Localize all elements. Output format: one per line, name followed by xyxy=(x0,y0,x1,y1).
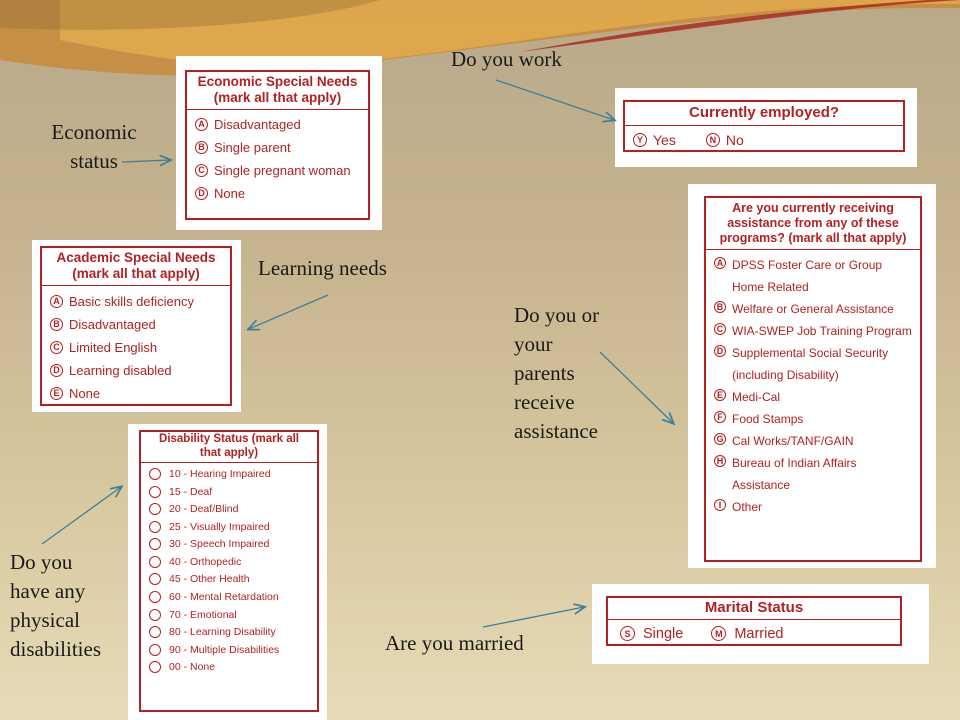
option-label: 80 - Learning Disability xyxy=(169,626,276,639)
option-bubble-icon[interactable]: E xyxy=(50,387,63,400)
disability-option[interactable] xyxy=(149,500,317,518)
radio-circle-icon[interactable] xyxy=(149,486,161,498)
option-label: Bureau of Indian Affairs Assistance xyxy=(732,456,857,493)
option-d[interactable] xyxy=(195,182,368,205)
option-c[interactable] xyxy=(714,320,920,342)
disability-option[interactable] xyxy=(149,483,317,501)
option-label: None xyxy=(69,385,101,401)
option-label: Single parent xyxy=(214,139,291,155)
disability-option[interactable] xyxy=(149,588,317,606)
option-label: 25 - Visually Impaired xyxy=(169,520,270,533)
arrow-learning xyxy=(249,295,328,329)
radio-circle-icon[interactable] xyxy=(149,503,161,515)
option-b[interactable] xyxy=(50,313,230,336)
radio-circle-icon[interactable] xyxy=(149,661,161,673)
option-label: 40 - Orthopedic xyxy=(169,555,242,568)
option-m[interactable] xyxy=(711,624,783,644)
option-label: DPSS Foster Care or Group Home Related xyxy=(732,258,883,295)
option-bubble-icon[interactable]: A xyxy=(714,257,726,269)
form-title: Are you currently receiving assistance from any of these programs? (mark all that apply) xyxy=(706,198,920,250)
option-bubble-icon[interactable]: D xyxy=(195,187,208,200)
option-g[interactable] xyxy=(714,430,920,452)
disability-option[interactable] xyxy=(149,518,317,536)
option-n[interactable] xyxy=(706,130,744,150)
option-c[interactable] xyxy=(195,159,368,182)
option-e[interactable] xyxy=(50,382,230,405)
assistance-card xyxy=(688,184,936,568)
radio-circle-icon[interactable] xyxy=(149,556,161,568)
option-b[interactable] xyxy=(195,136,368,159)
option-bubble-icon[interactable]: S xyxy=(620,626,635,641)
form-title: Marital Status xyxy=(608,598,900,620)
option-label: Welfare or General Assistance xyxy=(732,302,894,317)
arrow-married xyxy=(483,607,584,627)
option-label: Food Stamps xyxy=(732,412,804,427)
option-s[interactable] xyxy=(620,624,683,644)
disability-option[interactable] xyxy=(149,659,317,677)
form-title: Economic Special Needs (mark all that apply) xyxy=(187,72,368,110)
option-label: 20 - Deaf/Blind xyxy=(169,503,239,516)
economic-needs-card xyxy=(176,56,382,230)
option-bubble-icon[interactable]: N xyxy=(706,133,720,147)
disability-option[interactable] xyxy=(149,606,317,624)
option-bubble-icon[interactable]: B xyxy=(714,301,726,313)
option-label: 60 - Mental Retardation xyxy=(169,591,279,604)
disability-option[interactable] xyxy=(149,571,317,589)
option-e[interactable] xyxy=(714,386,920,408)
disability-option[interactable] xyxy=(149,641,317,659)
form-title: Currently employed? xyxy=(625,102,903,126)
option-h[interactable] xyxy=(714,452,920,496)
option-d[interactable] xyxy=(50,359,230,382)
option-label: Single xyxy=(643,625,684,642)
option-b[interactable] xyxy=(714,298,920,320)
disability-option[interactable] xyxy=(149,536,317,554)
label-are-you-married: Are you married xyxy=(385,631,524,655)
radio-circle-icon[interactable] xyxy=(149,626,161,638)
marital-form xyxy=(606,596,902,646)
option-bubble-icon[interactable]: Y xyxy=(633,133,647,147)
option-bubble-icon[interactable]: C xyxy=(50,341,63,354)
option-bubble-icon[interactable]: C xyxy=(714,323,726,335)
option-bubble-icon[interactable]: D xyxy=(714,345,726,357)
arrow-disability xyxy=(42,487,121,544)
label-learning-needs: Learning needs xyxy=(258,256,387,280)
option-bubble-icon[interactable]: B xyxy=(195,141,208,154)
radio-circle-icon[interactable] xyxy=(149,591,161,603)
radio-circle-icon[interactable] xyxy=(149,644,161,656)
option-a[interactable] xyxy=(50,290,230,313)
option-bubble-icon[interactable]: I xyxy=(714,499,726,511)
option-label: 70 - Emotional xyxy=(169,608,237,621)
disability-card xyxy=(128,424,327,720)
option-y[interactable] xyxy=(633,130,676,150)
academic-needs-card xyxy=(32,240,241,412)
option-bubble-icon[interactable]: H xyxy=(714,455,726,467)
option-a[interactable] xyxy=(195,113,368,136)
option-label: Yes xyxy=(653,131,676,148)
option-bubble-icon[interactable]: E xyxy=(714,389,726,401)
marital-card xyxy=(592,584,929,664)
option-label: None xyxy=(214,185,246,201)
option-label: 30 - Speech Impaired xyxy=(169,538,270,551)
form-title: Disability Status (mark all that apply) xyxy=(141,432,317,463)
assistance-form xyxy=(704,196,922,562)
option-label: Married xyxy=(734,625,784,642)
label-physical-disabilities: Do you have any physical disabilities xyxy=(10,550,101,661)
option-bubble-icon[interactable]: D xyxy=(50,364,63,377)
option-label: Limited English xyxy=(69,339,158,355)
option-bubble-icon[interactable]: A xyxy=(195,118,208,131)
form-title: Academic Special Needs (mark all that apply) xyxy=(42,248,230,286)
academic-needs-form xyxy=(40,246,232,406)
option-label: 00 - None xyxy=(169,661,216,674)
disability-option[interactable] xyxy=(149,465,317,483)
option-label: Medi-Cal xyxy=(732,390,781,405)
option-a[interactable] xyxy=(714,254,920,298)
radio-circle-icon[interactable] xyxy=(149,538,161,550)
option-label: WIA-SWEP Job Training Program xyxy=(732,324,912,339)
radio-circle-icon[interactable] xyxy=(149,521,161,533)
option-i[interactable] xyxy=(714,496,920,518)
option-label: Supplemental Social Security (including Disability) xyxy=(732,346,889,383)
option-bubble-icon[interactable]: A xyxy=(50,295,63,308)
disability-form xyxy=(139,430,319,712)
label-receive-assistance: Do you or your parents receive assistance xyxy=(514,303,600,443)
option-bubble-icon[interactable]: C xyxy=(195,164,208,177)
disability-option[interactable] xyxy=(149,623,317,641)
option-label: Disadvantaged xyxy=(214,116,301,132)
option-label: Learning disabled xyxy=(69,362,172,378)
option-c[interactable] xyxy=(50,336,230,359)
label-economic-status: Economic status xyxy=(51,120,137,173)
option-bubble-icon[interactable]: B xyxy=(50,318,63,331)
option-label: Cal Works/TANF/GAIN xyxy=(732,434,854,449)
employment-form xyxy=(623,100,905,152)
option-label: 15 - Deaf xyxy=(169,485,213,498)
option-label: Disadvantaged xyxy=(69,316,156,332)
option-label: 90 - Multiple Disabilities xyxy=(169,643,280,656)
option-f[interactable] xyxy=(714,408,920,430)
economic-needs-form xyxy=(185,70,370,220)
radio-circle-icon[interactable] xyxy=(149,573,161,585)
option-d[interactable] xyxy=(714,342,920,386)
option-label: 10 - Hearing Impaired xyxy=(169,467,271,480)
radio-circle-icon[interactable] xyxy=(149,468,161,480)
option-bubble-icon[interactable]: M xyxy=(711,626,726,641)
arrow-assistance xyxy=(600,352,673,423)
option-label: Other xyxy=(732,500,763,515)
option-bubble-icon[interactable]: F xyxy=(714,411,726,423)
radio-circle-icon[interactable] xyxy=(149,609,161,621)
label-do-you-work: Do you work xyxy=(451,47,562,71)
option-label: 45 - Other Health xyxy=(169,573,250,586)
option-label: Single pregnant woman xyxy=(214,162,351,178)
option-label: Basic skills deficiency xyxy=(69,293,194,309)
employment-card xyxy=(615,88,917,167)
option-bubble-icon[interactable]: G xyxy=(714,433,726,445)
option-label: No xyxy=(725,131,744,148)
disability-option[interactable] xyxy=(149,553,317,571)
